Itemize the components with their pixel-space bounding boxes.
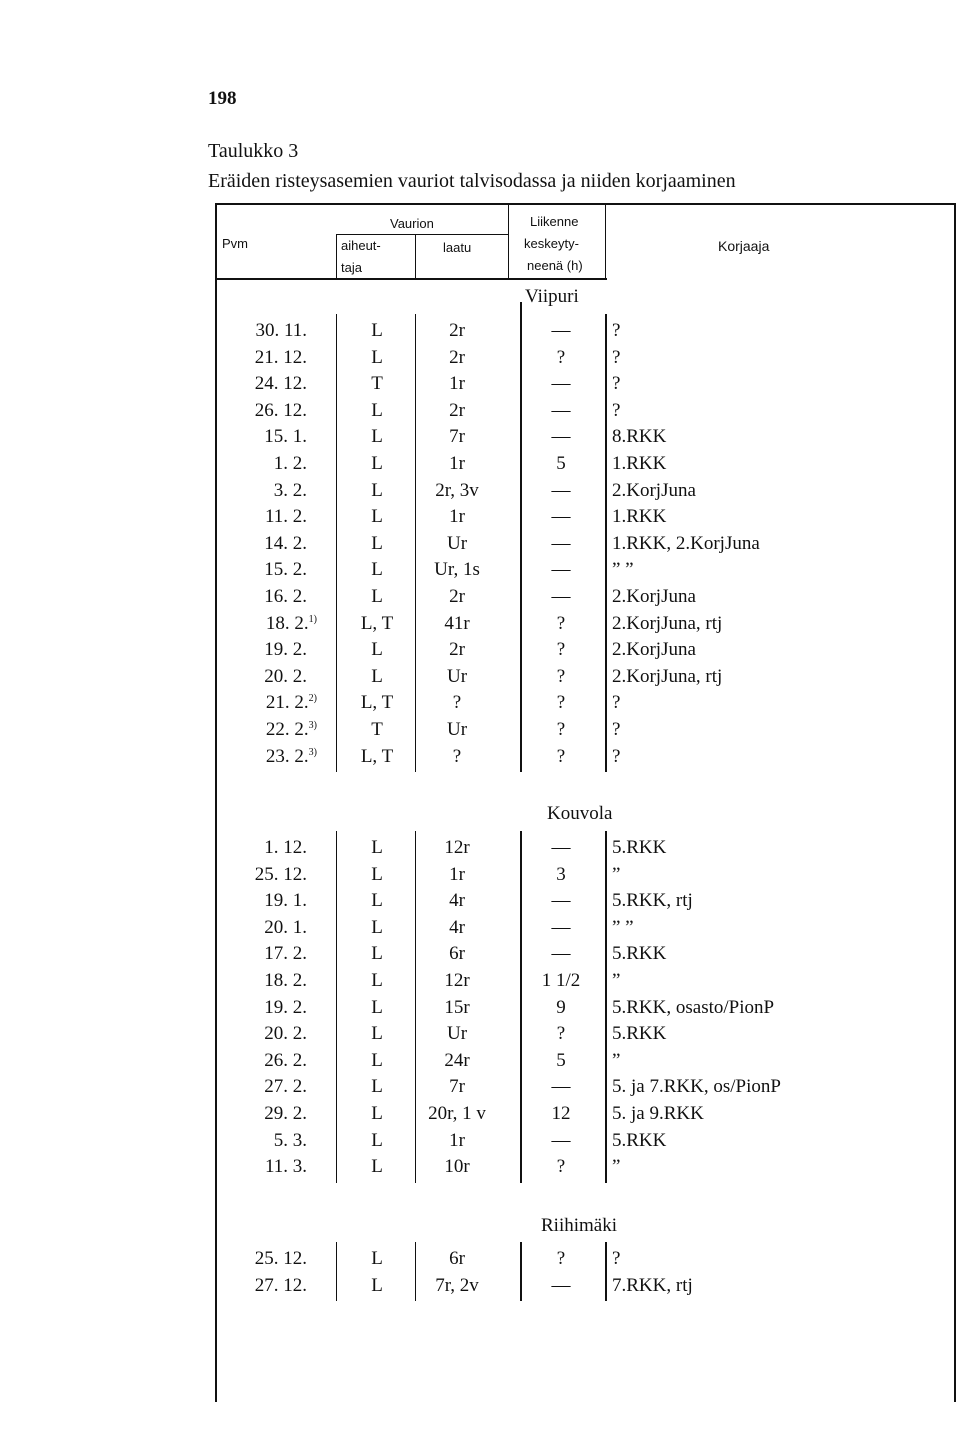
damage-type-cell: 6r <box>449 943 465 965</box>
damage-type-cell: 1r <box>449 373 465 395</box>
damage-type-cell: 6r <box>449 1248 465 1269</box>
footnote-marker: 2) <box>308 693 317 705</box>
header-pvm: Pvm <box>222 236 248 251</box>
header-bottom-rule <box>215 278 607 280</box>
damage-type-cell: 41r <box>444 612 470 634</box>
table-row <box>0 1048 960 1074</box>
repairer-cell: ? <box>612 346 621 368</box>
repairer-cell: ? <box>612 745 621 767</box>
date-cell <box>232 744 317 770</box>
date-cell <box>232 1021 307 1047</box>
repairer-cell: 1.RKK, 2.KorjJuna <box>612 532 760 554</box>
cause-cell: T <box>371 373 383 395</box>
repairer-cell: 8.RKK <box>612 426 667 448</box>
header-vaurion: Vaurion <box>390 216 434 231</box>
date-text: 21. 12. <box>254 346 307 368</box>
table-row <box>0 345 960 371</box>
traffic-interruption-cell: 5 <box>556 453 566 474</box>
repairer-cell: 5.RKK, osasto/PionP <box>612 996 775 1018</box>
date-text: 18. 2. <box>265 612 309 634</box>
damage-type-cell: Ur <box>446 1023 468 1045</box>
damage-type-cell: 2r <box>449 320 465 341</box>
date-cell <box>232 1128 307 1154</box>
damage-type-cell: Ur <box>446 719 468 740</box>
repairer-cell: ? <box>612 719 621 740</box>
repairer-cell: ” ” <box>612 916 634 938</box>
traffic-interruption-cell: — <box>551 1076 571 1098</box>
date-text: 25. 12. <box>254 863 307 885</box>
repairer-cell: 2.KorjJuna <box>612 479 696 501</box>
damage-type-cell: 24r <box>444 1049 470 1071</box>
traffic-interruption-cell: 5 <box>556 1049 566 1071</box>
repairer-cell: 5.RKK <box>612 943 667 965</box>
cause-cell: L <box>371 1274 383 1296</box>
date-text: 25. 12. <box>254 1248 307 1269</box>
table-row <box>0 941 960 967</box>
repairer-cell: ” ” <box>612 559 634 581</box>
cause-cell: T <box>371 719 383 740</box>
date-text: 21. 2. <box>265 692 309 714</box>
table-row <box>0 557 960 583</box>
date-text: 19. 2. <box>264 996 307 1018</box>
cause-cell: L <box>371 943 383 965</box>
damage-type-cell: 2r <box>449 639 465 661</box>
repairer-cell: 2.KorjJuna, rtj <box>612 612 723 634</box>
date-cell <box>232 1048 307 1074</box>
traffic-interruption-cell: 3 <box>556 863 566 885</box>
date-text: 15. 2. <box>264 559 307 581</box>
cause-cell: L <box>371 1023 383 1045</box>
page-number: 198 <box>208 88 237 109</box>
table-label: Taulukko 3 <box>208 140 299 162</box>
cause-cell: L <box>371 863 383 885</box>
date-text: 15. 1. <box>264 426 307 448</box>
header-aiheuttaja-1: aiheut- <box>341 238 381 253</box>
date-text: 1. 2. <box>273 453 307 474</box>
date-cell <box>232 968 307 994</box>
repairer-cell: 5.RKK, rtj <box>612 890 693 912</box>
cause-cell: L <box>371 1156 383 1178</box>
date-text: 26. 12. <box>254 399 307 421</box>
footnote-marker: 3) <box>308 746 317 758</box>
date-cell <box>232 941 307 967</box>
traffic-interruption-cell: — <box>551 1274 571 1296</box>
date-text: 18. 2. <box>264 970 307 991</box>
date-text: 24. 12. <box>254 373 307 395</box>
repairer-cell: ? <box>612 1248 621 1269</box>
traffic-interruption-cell: ? <box>556 719 566 740</box>
damage-type-cell: ? <box>452 692 462 714</box>
traffic-interruption-cell: ? <box>556 745 566 767</box>
table-row <box>0 451 960 477</box>
table-row <box>0 531 960 557</box>
section-title: Kouvola <box>547 803 613 824</box>
table-row <box>0 1273 960 1299</box>
repairer-cell: 5. ja 7.RKK, os/PionP <box>612 1076 781 1098</box>
date-text: 14. 2. <box>264 532 307 554</box>
damage-type-cell: Ur <box>446 532 468 554</box>
cause-cell: L <box>371 996 383 1018</box>
table-row <box>0 1154 960 1180</box>
date-cell <box>232 995 307 1021</box>
table-row <box>0 835 960 861</box>
cause-cell: L <box>371 320 383 341</box>
traffic-interruption-cell: — <box>551 916 571 938</box>
traffic-interruption-cell: — <box>551 479 571 501</box>
traffic-interruption-cell: — <box>551 943 571 965</box>
date-cell <box>232 398 307 424</box>
footnote-marker: 3) <box>308 720 317 731</box>
cause-cell: L, T <box>360 612 394 634</box>
date-text: 5. 3. <box>273 1129 307 1151</box>
damage-type-cell: 2r <box>449 399 465 421</box>
traffic-interruption-cell: ? <box>556 1248 566 1269</box>
date-cell <box>232 611 317 637</box>
table-row <box>0 968 960 994</box>
repairer-cell: ? <box>612 373 621 395</box>
traffic-interruption-cell: 12 <box>551 1103 571 1124</box>
date-cell <box>232 888 307 914</box>
date-text: 3. 2. <box>273 479 307 501</box>
header-liikenne-3: neenä (h) <box>527 258 583 273</box>
cause-cell: L <box>371 479 383 501</box>
date-cell <box>232 1154 307 1180</box>
date-cell <box>232 531 307 557</box>
cause-cell: L, T <box>360 692 394 714</box>
footnote-marker: 1) <box>308 613 317 625</box>
damage-type-cell: 4r <box>449 890 465 912</box>
table-row <box>0 371 960 397</box>
date-text: 16. 2. <box>264 586 307 607</box>
damage-type-cell: Ur <box>446 665 468 687</box>
table-row <box>0 398 960 424</box>
cause-cell: L <box>371 665 383 687</box>
damage-type-cell: 2r <box>449 346 465 368</box>
damage-type-cell: 12r <box>444 970 470 991</box>
date-cell <box>232 1246 307 1272</box>
repairer-cell: ” <box>612 1156 621 1178</box>
date-cell <box>232 717 317 743</box>
date-text: 27. 12. <box>254 1274 307 1296</box>
date-text: 20. 2. <box>264 665 307 687</box>
damage-type-cell: 15r <box>444 996 470 1018</box>
traffic-interruption-cell: — <box>551 890 571 912</box>
damage-type-cell: 4r <box>449 916 465 938</box>
repairer-cell: 2.KorjJuna <box>612 639 696 661</box>
cause-cell: L, T <box>360 745 394 767</box>
table-row <box>0 478 960 504</box>
cause-cell: L <box>371 586 383 607</box>
date-text: 26. 2. <box>264 1049 307 1071</box>
repairer-cell: 7.RKK, rtj <box>612 1274 693 1296</box>
cause-cell: L <box>371 1248 383 1269</box>
date-text: 23. 2. <box>265 745 309 767</box>
cause-cell: L <box>371 1076 383 1098</box>
damage-type-cell: 10r <box>444 1156 470 1178</box>
table-row <box>0 995 960 1021</box>
date-cell <box>232 664 307 690</box>
cause-cell: L <box>371 399 383 421</box>
traffic-interruption-cell: — <box>551 373 571 395</box>
cause-cell: L <box>371 346 383 368</box>
table-row <box>0 690 960 716</box>
cause-cell: L <box>371 559 383 581</box>
repairer-cell: ? <box>612 692 621 714</box>
table-row <box>0 862 960 888</box>
date-cell <box>232 318 307 344</box>
repairer-cell: 1.RKK <box>612 453 667 474</box>
damage-type-cell: 7r, 2v <box>435 1274 479 1296</box>
cause-cell: L <box>371 639 383 661</box>
traffic-interruption-cell: — <box>551 532 571 554</box>
damage-type-cell: ? <box>452 745 462 767</box>
repairer-cell: 5. ja 9.RKK <box>612 1103 704 1124</box>
table-row <box>0 504 960 530</box>
traffic-interruption-cell: — <box>551 586 571 607</box>
cause-cell: L <box>371 916 383 938</box>
traffic-interruption-cell: — <box>551 320 571 341</box>
traffic-interruption-cell: — <box>551 837 571 858</box>
date-text: 1. 12. <box>264 837 307 858</box>
date-text: 30. 11. <box>255 320 307 341</box>
date-cell <box>232 584 307 610</box>
repairer-cell: ? <box>612 399 621 421</box>
damage-type-cell: 1r <box>449 453 465 474</box>
table-row <box>0 637 960 663</box>
date-text: 19. 1. <box>264 890 307 912</box>
header-divider-2 <box>415 234 416 280</box>
traffic-interruption-cell: — <box>551 399 571 421</box>
table-row <box>0 717 960 743</box>
damage-type-cell: 12r <box>444 837 470 858</box>
repairer-cell: ” <box>612 1049 621 1071</box>
table-caption: Eräiden risteysasemien vauriot talvisodassa ja niiden korjaaminen <box>208 170 736 192</box>
header-divider-1 <box>336 234 337 280</box>
date-cell <box>232 451 307 477</box>
date-text: 11. 2. <box>264 506 307 528</box>
traffic-interruption-cell: ? <box>556 612 566 634</box>
repairer-cell: ? <box>612 320 621 341</box>
date-cell <box>232 424 307 450</box>
date-cell <box>232 637 307 663</box>
date-text: 19. 2. <box>264 639 307 661</box>
table-row <box>0 1101 960 1127</box>
cause-cell: L <box>371 453 383 474</box>
date-cell <box>232 862 307 888</box>
cause-cell: L <box>371 1103 383 1124</box>
section-title: Viipuri <box>525 286 579 307</box>
date-cell <box>232 371 307 397</box>
cause-cell: L <box>371 1129 383 1151</box>
header-liikenne-2: keskeyty- <box>524 236 579 251</box>
header-divider-4 <box>605 203 606 280</box>
date-text: 20. 2. <box>264 1023 307 1045</box>
header-laatu: laatu <box>443 240 472 255</box>
date-cell <box>232 915 307 941</box>
header-aiheuttaja-2: taja <box>341 260 362 275</box>
table-row <box>0 915 960 941</box>
traffic-interruption-cell: ? <box>556 639 566 661</box>
table-row <box>0 1074 960 1100</box>
date-cell <box>232 504 307 530</box>
cause-cell: L <box>371 426 383 448</box>
repairer-cell: ” <box>612 863 621 885</box>
traffic-interruption-cell: — <box>551 559 571 581</box>
header-korjaaja: Korjaaja <box>718 238 770 254</box>
date-cell <box>232 1074 307 1100</box>
date-text: 17. 2. <box>264 943 307 965</box>
date-cell <box>232 835 307 861</box>
repairer-cell: 5.RKK <box>612 837 667 858</box>
table-row <box>0 744 960 770</box>
damage-type-cell: 1r <box>449 863 465 885</box>
traffic-interruption-cell: — <box>551 426 571 448</box>
damage-type-cell: 20r, 1 v <box>428 1103 486 1124</box>
damage-type-cell: 7r <box>449 1076 465 1098</box>
table-row <box>0 611 960 637</box>
traffic-interruption-cell: — <box>551 506 571 528</box>
date-cell <box>232 557 307 583</box>
date-cell <box>232 690 317 716</box>
date-text: 20. 1. <box>264 916 307 938</box>
date-cell <box>232 345 307 371</box>
repairer-cell: ” <box>612 970 621 991</box>
cause-cell: L <box>371 506 383 528</box>
section-title: Riihimäki <box>541 1215 617 1236</box>
date-cell <box>232 1273 307 1299</box>
cause-cell: L <box>371 837 383 858</box>
date-text: 11. 3. <box>264 1156 307 1178</box>
header-liikenne-1: Liikenne <box>530 214 579 229</box>
traffic-interruption-cell: ? <box>556 665 566 687</box>
traffic-interruption-cell: — <box>551 1129 571 1151</box>
vaurion-underline <box>336 234 508 235</box>
repairer-cell: 2.KorjJuna <box>612 586 696 607</box>
damage-type-cell: 1r <box>449 506 465 528</box>
damage-type-cell: 1r <box>449 1129 465 1151</box>
traffic-interruption-cell: ? <box>556 1156 566 1178</box>
repairer-cell: 1.RKK <box>612 506 667 528</box>
date-text: 22. 2. <box>265 719 309 740</box>
table-row <box>0 424 960 450</box>
traffic-interruption-cell: 1 1/2 <box>541 970 581 991</box>
date-cell <box>232 1101 307 1127</box>
repairer-cell: 5.RKK <box>612 1023 667 1045</box>
table-row <box>0 664 960 690</box>
damage-type-cell: 7r <box>449 426 465 448</box>
cause-cell: L <box>371 890 383 912</box>
table-row <box>0 584 960 610</box>
table-row <box>0 1021 960 1047</box>
table-row <box>0 1128 960 1154</box>
date-cell <box>232 478 307 504</box>
traffic-interruption-cell: 9 <box>556 996 566 1018</box>
repairer-cell: 2.KorjJuna, rtj <box>612 665 723 687</box>
date-text: 27. 2. <box>264 1076 307 1098</box>
traffic-interruption-cell: ? <box>556 346 566 368</box>
date-text: 29. 2. <box>264 1103 307 1124</box>
table-row <box>0 888 960 914</box>
damage-type-cell: 2r <box>449 586 465 607</box>
table-row <box>0 318 960 344</box>
cause-cell: L <box>371 532 383 554</box>
cause-cell: L <box>371 970 383 991</box>
cause-cell: L <box>371 1049 383 1071</box>
traffic-interruption-cell: ? <box>556 1023 566 1045</box>
damage-type-cell: 2r, 3v <box>435 479 479 501</box>
repairer-cell: 5.RKK <box>612 1129 667 1151</box>
traffic-interruption-cell: ? <box>556 692 566 714</box>
table-row <box>0 1246 960 1272</box>
header-divider-3 <box>508 203 509 280</box>
damage-type-cell: Ur, 1s <box>434 559 480 581</box>
